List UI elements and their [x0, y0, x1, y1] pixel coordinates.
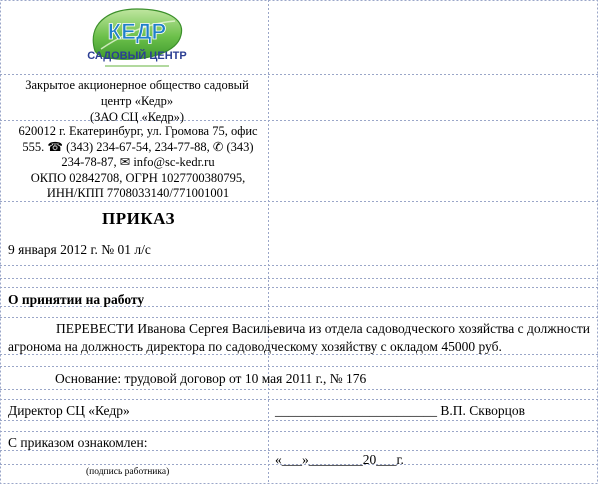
- company-name-line2: центр «Кедр»: [100, 94, 174, 108]
- order-date-number: 9 января 2012 г. № 01 л/с: [8, 242, 151, 257]
- acknowledgement-date-blank: «___»________20___г.: [275, 452, 404, 467]
- company-name-line1: Закрытое акционерное общество садовый: [25, 78, 249, 92]
- address-line-1: 620012 г. Екатеринбург, ул. Громова 75, офис: [18, 124, 258, 138]
- order-subject: О принятии на работу: [8, 292, 145, 307]
- codes-line-1: ОКПО 02842708, ОГРН 1027700380795,: [30, 170, 246, 185]
- company-logo: [77, 5, 197, 77]
- order-basis: Основание: трудовой договор от 10 мая 2011 г., № 176: [55, 371, 367, 386]
- logo-text-kedr: КЕДР: [107, 19, 167, 44]
- address-line-3: 234-78-87, ✉ info@sc-kedr.ru: [61, 155, 215, 170]
- director-label: Директор СЦ «Кедр»: [8, 403, 130, 418]
- director-signature-line: ________________________ В.П. Скворцов: [275, 403, 525, 418]
- employee-signature-caption: (подпись работника): [86, 467, 170, 477]
- acknowledgement-label: С приказом ознакомлен:: [8, 435, 148, 450]
- company-short-name: (ЗАО СЦ «Кедр»): [90, 110, 184, 124]
- document-title: ПРИКАЗ: [102, 209, 175, 228]
- company-contacts: [8, 124, 268, 202]
- order-body: ПЕРЕВЕСТИ Иванова Сергея Васильевича из отдела садоводческого хозяйства с должности агронома на должность директора по садоводческому хозяйству с окладом 45000 руб.: [8, 321, 590, 354]
- logo-text-subtitle: САДОВЫЙ ЦЕНТР: [87, 50, 187, 62]
- company-name-block: [10, 77, 264, 125]
- address-line-2: 555. ☎ (343) 234-67-54, 234-77-88, ✆ (343): [22, 139, 254, 154]
- codes-line-2: ИНН/КПП 7708033140/771001001: [46, 186, 230, 201]
